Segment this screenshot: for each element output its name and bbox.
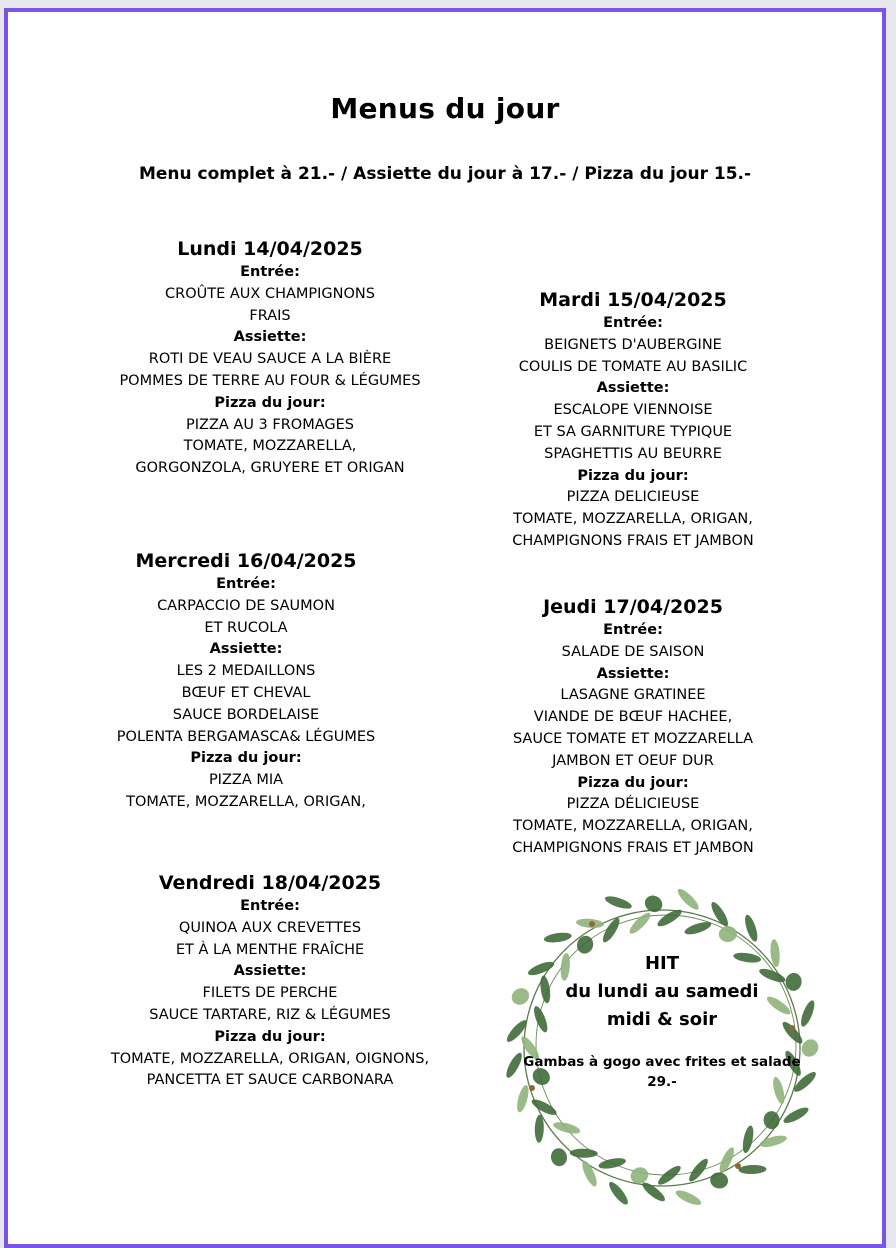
pizza-line: TOMATE, MOZZARELLA, ORIGAN, <box>126 793 366 810</box>
day-menu-vendredi <box>100 870 440 1092</box>
assiette-line: SPAGHETTIS AU BEURRE <box>544 445 722 462</box>
entree-label: Entrée: <box>603 315 663 331</box>
assiette-label: Assiette: <box>209 641 283 658</box>
pizza-line: GORGONZOLA, GRUYERE ET ORIGAN <box>135 460 405 477</box>
pizza-line: TOMATE, MOZZARELLA, ORIGAN, OIGNONS, <box>110 1050 430 1067</box>
page-title: Menus du jour <box>330 92 560 125</box>
pizza-label: Pizza du jour: <box>214 1028 326 1045</box>
pizza-label: Pizza du jour: <box>190 750 302 767</box>
day-title: Mercredi 16/04/2025 <box>135 550 357 572</box>
entree-line: CARPACCIO DE SAUMON <box>157 597 335 614</box>
hit-times: midi & soir <box>606 1009 718 1030</box>
assiette-line: ESCALOPE VIENNOISE <box>553 402 713 419</box>
assiette-line: SAUCE BORDELAISE <box>172 706 320 723</box>
price-subtitle: Menu complet à 21.- / Assiette du jour à 17.- / Pizza du jour 15.- <box>138 164 752 184</box>
entree-line: ET RUCOLA <box>204 619 288 636</box>
day-title: Lundi 14/04/2025 <box>177 238 363 260</box>
assiette-line: FILETS DE PERCHE <box>202 985 338 1002</box>
pizza-line: PIZZA MIA <box>208 772 284 789</box>
assiette-line: POMMES DE TERRE AU FOUR & LÉGUMES <box>119 372 421 389</box>
hit-promo-text: Gambas à gogo avec frites et salade <box>523 1054 801 1070</box>
assiette-line: LES 2 MEDAILLONS <box>176 663 316 680</box>
assiette-line: POLENTA BERGAMASCA& LÉGUMES <box>116 728 376 745</box>
pizza-line: CHAMPIGNONS FRAIS ET JAMBON <box>512 532 754 549</box>
day-title: Mardi 15/04/2025 <box>539 289 727 311</box>
entree-label: Entrée: <box>240 264 300 280</box>
entree-line: BEIGNETS D'AUBERGINE <box>544 336 722 353</box>
hit-offer <box>492 950 832 1092</box>
pizza-line: TOMATE, MOZZARELLA, ORIGAN, <box>513 511 753 528</box>
entree-line: QUINOA AUX CREVETTES <box>178 919 362 936</box>
day-title: Vendredi 18/04/2025 <box>158 872 382 894</box>
assiette-line: SAUCE TARTARE, RIZ & LÉGUMES <box>149 1006 391 1023</box>
entree-label: Entrée: <box>216 576 276 592</box>
pizza-label: Pizza du jour: <box>577 467 689 484</box>
entree-line: ET À LA MENTHE FRAÎCHE <box>175 941 365 958</box>
day-menu-mardi <box>502 287 764 553</box>
entree-line: FRAIS <box>249 307 291 324</box>
assiette-line: ROTI DE VEAU SAUCE A LA BIÈRE <box>148 351 392 368</box>
pizza-label: Pizza du jour: <box>577 774 689 791</box>
assiette-line: SAUCE TOMATE ET MOZZARELLA <box>512 730 754 747</box>
pizza-line: CHAMPIGNONS FRAIS ET JAMBON <box>512 839 754 856</box>
assiette-line: JAMBON ET OEUF DUR <box>552 752 714 769</box>
entree-line: SALADE DE SAISON <box>561 643 705 660</box>
assiette-line: ET SA GARNITURE TYPIQUE <box>533 423 733 440</box>
assiette-label: Assiette: <box>596 665 670 682</box>
assiette-label: Assiette: <box>233 963 307 980</box>
assiette-line: BŒUF ET CHEVAL <box>181 684 311 701</box>
pizza-line: TOMATE, MOZZARELLA, ORIGAN, <box>513 818 753 835</box>
hit-promo-price: 29.- <box>647 1074 677 1090</box>
day-menu-mercredi <box>104 548 388 814</box>
pizza-line: PIZZA DÉLICIEUSE <box>566 796 700 813</box>
assiette-label: Assiette: <box>233 329 307 346</box>
entree-label: Entrée: <box>240 898 300 914</box>
menu-page <box>4 8 886 1248</box>
hit-days: du lundi au samedi <box>565 981 759 1002</box>
hit-title: HIT <box>644 953 680 974</box>
entree-line: COULIS DE TOMATE AU BASILIC <box>518 358 748 375</box>
pizza-line: PANCETTA ET SAUCE CARBONARA <box>146 1072 394 1089</box>
day-menu-lundi <box>108 236 432 480</box>
entree-label: Entrée: <box>603 622 663 638</box>
assiette-line: VIANDE DE BŒUF HACHEE, <box>533 709 733 726</box>
entree-line: CROÛTE AUX CHAMPIGNONS <box>165 285 375 302</box>
pizza-line: PIZZA AU 3 FROMAGES <box>186 416 354 433</box>
day-title: Jeudi 17/04/2025 <box>543 596 723 618</box>
assiette-line: LASAGNE GRATINEE <box>560 687 706 704</box>
pizza-label: Pizza du jour: <box>214 394 326 411</box>
day-menu-jeudi <box>502 594 764 860</box>
pizza-line: PIZZA DELICIEUSE <box>566 489 700 506</box>
assiette-label: Assiette: <box>596 380 670 397</box>
pizza-line: TOMATE, MOZZARELLA, <box>183 438 357 455</box>
